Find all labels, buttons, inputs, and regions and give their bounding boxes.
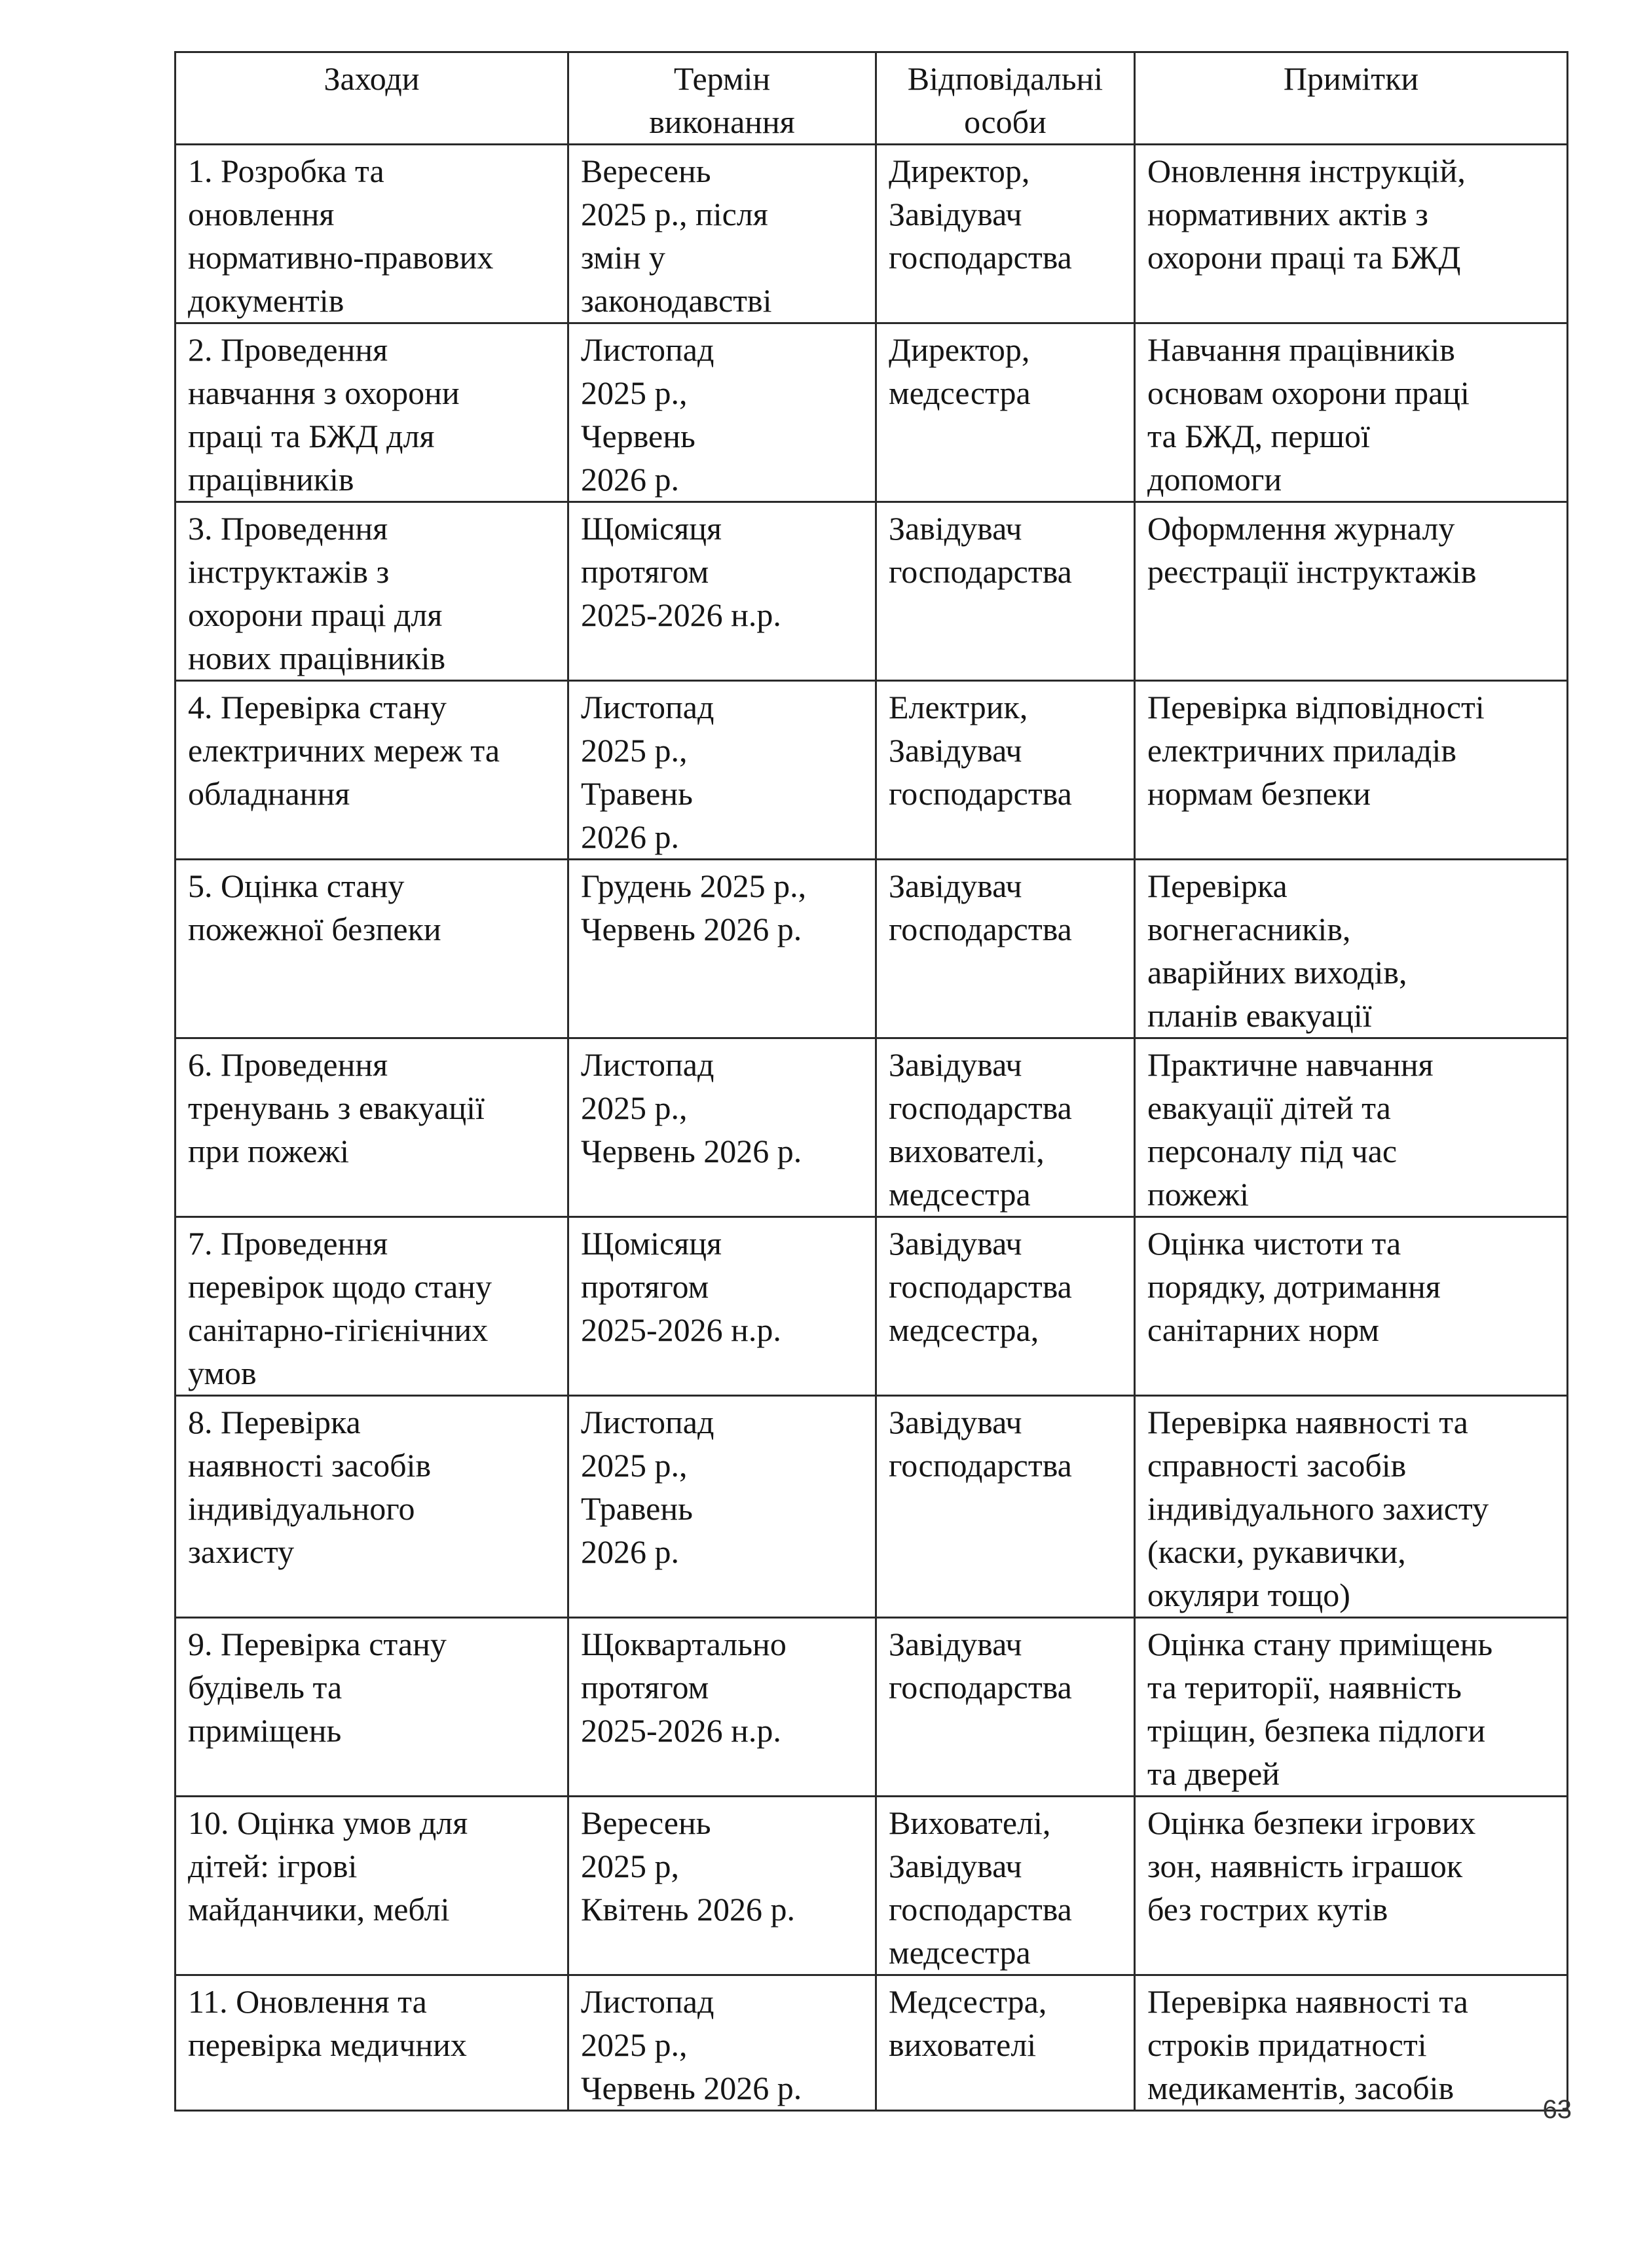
responsible-cell-text: Завідувач господарства: [889, 1626, 1072, 1706]
responsible-cell-text: Завідувач господарства медсестра,: [889, 1225, 1072, 1348]
responsible-cell: [876, 860, 1135, 1038]
term-cell: [568, 145, 876, 323]
responsible-cell-text: Завідувач господарства: [889, 868, 1072, 947]
measure-cell: [176, 1618, 568, 1797]
notes-cell-text: Оцінка стану приміщень та території, наявність тріщин, безпека підлоги та дверей: [1147, 1626, 1493, 1792]
measure-cell: [176, 323, 568, 502]
measure-cell: [176, 1797, 568, 1975]
measure-cell-text: 1. Розробка та оновлення нормативно-правових документів: [188, 153, 494, 319]
table-row: [176, 145, 1568, 323]
responsible-cell-text: Завідувач господарства вихователі, медсестра: [889, 1046, 1072, 1213]
notes-cell-text: Практичне навчання евакуації дітей та персоналу під час пожежі: [1147, 1046, 1434, 1213]
table-row: [176, 1618, 1568, 1797]
measure-cell-text: 10. Оцінка умов для дітей: ігрові майданчики, меблі: [188, 1804, 468, 1928]
notes-cell: [1135, 145, 1568, 323]
notes-cell: [1135, 1396, 1568, 1618]
header-term: Термін виконання: [568, 52, 876, 145]
term-cell-text: Листопад 2025 р., Червень 2026 р.: [581, 1046, 802, 1169]
term-cell: [568, 1217, 876, 1396]
measure-cell: [176, 860, 568, 1038]
notes-cell-text: Навчання працівників основам охорони праці та БЖД, першої допомоги: [1147, 331, 1470, 498]
responsible-cell: [876, 1618, 1135, 1797]
notes-cell-text: Перевірка вогнегасників, аварійних виходів, планів евакуації: [1147, 868, 1407, 1034]
safety-plan-table: [174, 51, 1568, 2112]
term-cell: [568, 681, 876, 860]
term-cell: [568, 1618, 876, 1797]
responsible-cell-text: Завідувач господарства: [889, 1404, 1072, 1484]
measure-cell: [176, 1217, 568, 1396]
term-cell-text: Щоквартально протягом 2025-2026 н.р.: [581, 1626, 787, 1749]
measure-cell-text: 11. Оновлення та перевірка медичних: [188, 1983, 467, 2063]
notes-cell-text: Оцінка безпеки ігрових зон, наявність іграшок без гострих кутів: [1147, 1804, 1476, 1928]
measure-cell-text: 2. Проведення навчання з охорони праці та БЖД для працівників: [188, 331, 460, 498]
header-notes: Примітки: [1135, 52, 1568, 145]
responsible-cell: [876, 1038, 1135, 1217]
measure-cell-text: 6. Проведення тренувань з евакуації при пожежі: [188, 1046, 485, 1169]
term-cell-text: Щомісяця протягом 2025-2026 н.р.: [581, 510, 781, 633]
notes-cell: [1135, 1217, 1568, 1396]
term-cell: [568, 323, 876, 502]
notes-cell: [1135, 1797, 1568, 1975]
measure-cell-text: 5. Оцінка стану пожежної безпеки: [188, 868, 441, 947]
responsible-cell: [876, 681, 1135, 860]
notes-cell-text: Перевірка наявності та строків придатності медикаментів, засобів: [1147, 1983, 1468, 2106]
notes-cell: [1135, 502, 1568, 681]
notes-cell: [1135, 681, 1568, 860]
term-cell: [568, 1975, 876, 2111]
notes-cell: [1135, 1038, 1568, 1217]
responsible-cell-text: Медсестра, вихователі: [889, 1983, 1047, 2063]
term-cell-text: Листопад 2025 р., Травень 2026 р.: [581, 689, 714, 855]
responsible-cell-text: Директор, медсестра: [889, 331, 1031, 411]
measure-cell: [176, 1038, 568, 1217]
notes-cell: [1135, 1618, 1568, 1797]
term-cell: [568, 1396, 876, 1618]
term-cell: [568, 502, 876, 681]
term-cell-text: Вересень 2025 р., після змін у законодавстві: [581, 153, 772, 319]
term-cell: [568, 1797, 876, 1975]
responsible-cell: [876, 145, 1135, 323]
table-row: [176, 502, 1568, 681]
table-row: [176, 1975, 1568, 2111]
measure-cell-text: 9. Перевірка стану будівель та приміщень: [188, 1626, 447, 1749]
term-cell-text: Листопад 2025 р., Травень 2026 р.: [581, 1404, 714, 1570]
table-body: [176, 145, 1568, 2111]
responsible-cell: [876, 323, 1135, 502]
responsible-cell-text: Директор, Завідувач господарства: [889, 153, 1072, 276]
responsible-cell: [876, 1975, 1135, 2111]
measure-cell-text: 4. Перевірка стану електричних мереж та обладнання: [188, 689, 500, 812]
measure-cell: [176, 502, 568, 681]
measure-cell-text: 7. Проведення перевірок щодо стану санітарно-гігієнічних умов: [188, 1225, 492, 1391]
term-cell: [568, 1038, 876, 1217]
notes-cell-text: Перевірка відповідності електричних приладів нормам безпеки: [1147, 689, 1485, 812]
responsible-cell-text: Вихователі, Завідувач господарства медсестра: [889, 1804, 1072, 1971]
table-row: [176, 323, 1568, 502]
table-row: [176, 860, 1568, 1038]
table-row: [176, 1038, 1568, 1217]
notes-cell-text: Перевірка наявності та справності засобів індивідуального захисту (каски, рукавички, окуляри тощо): [1147, 1404, 1489, 1613]
responsible-cell: [876, 502, 1135, 681]
term-cell-text: Щомісяця протягом 2025-2026 н.р.: [581, 1225, 781, 1348]
notes-cell-text: Оновлення інструкцій, нормативних актів з охорони праці та БЖД: [1147, 153, 1466, 276]
table-row: [176, 1797, 1568, 1975]
term-cell-text: Листопад 2025 р., Червень 2026 р.: [581, 331, 714, 498]
term-cell-text: Листопад 2025 р., Червень 2026 р.: [581, 1983, 802, 2106]
header-responsible: Відповідальні особи: [876, 52, 1135, 145]
notes-cell-text: Оформлення журналу реєстрації інструктажів: [1147, 510, 1477, 590]
table-row: [176, 681, 1568, 860]
notes-cell: [1135, 1975, 1568, 2111]
measure-cell: [176, 1396, 568, 1618]
table-header-row: [176, 52, 1568, 145]
measure-cell-text: 3. Проведення інструктажів з охорони праці для нових працівників: [188, 510, 446, 676]
term-cell-text: Вересень 2025 р, Квітень 2026 р.: [581, 1804, 795, 1928]
term-cell: [568, 860, 876, 1038]
notes-cell-text: Оцінка чистоти та порядку, дотримання санітарних норм: [1147, 1225, 1441, 1348]
notes-cell: [1135, 323, 1568, 502]
responsible-cell-text: Електрик, Завідувач господарства: [889, 689, 1072, 812]
term-cell-text: Грудень 2025 р., Червень 2026 р.: [581, 868, 807, 947]
measure-cell-text: 8. Перевірка наявності засобів індивідуального захисту: [188, 1404, 432, 1570]
measure-cell: [176, 1975, 568, 2111]
header-measures: Заходи: [176, 52, 568, 145]
responsible-cell: [876, 1217, 1135, 1396]
responsible-cell-text: Завідувач господарства: [889, 510, 1072, 590]
measure-cell: [176, 681, 568, 860]
measure-cell: [176, 145, 568, 323]
table-row: [176, 1217, 1568, 1396]
notes-cell: [1135, 860, 1568, 1038]
table-row: [176, 1396, 1568, 1618]
page-number: 63: [1542, 2095, 1572, 2124]
responsible-cell: [876, 1396, 1135, 1618]
responsible-cell: [876, 1797, 1135, 1975]
